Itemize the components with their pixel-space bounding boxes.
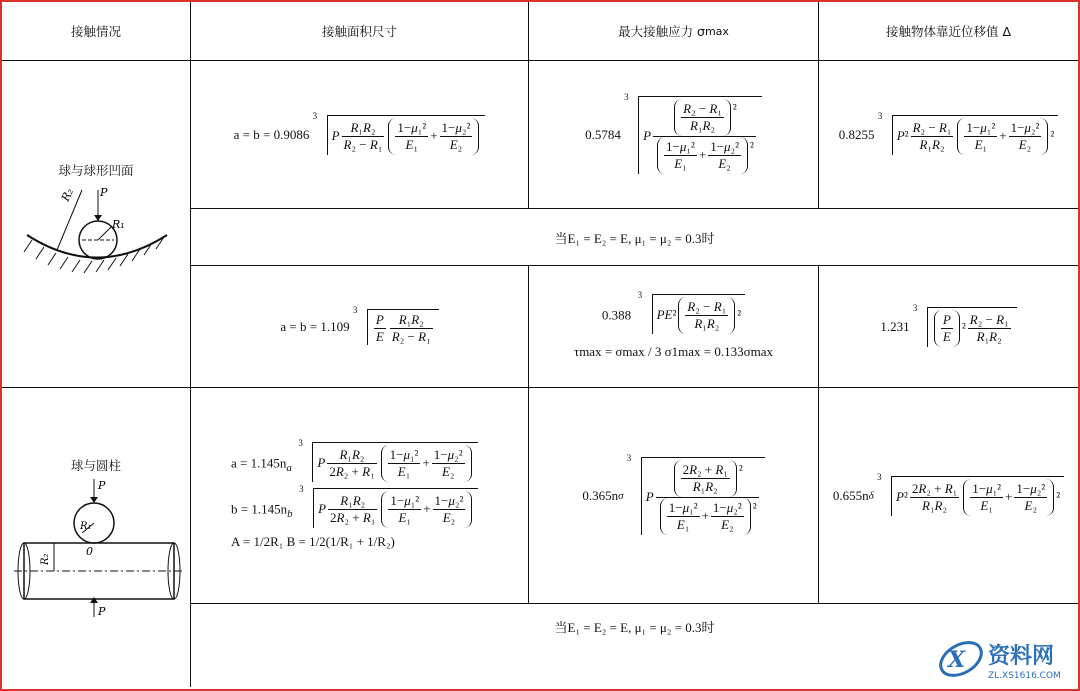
svg-text:X: X bbox=[948, 647, 966, 673]
row1-area-coef: a = b = 0.9086 bbox=[233, 126, 310, 142]
header-max-stress-sub: max bbox=[704, 24, 729, 38]
p-bottom-label: P bbox=[98, 605, 106, 618]
row1-area-formula: a = b = 0.9086 3 P $\frac{\text{R₁R₂}}{\text{R₂ − R₁}}$ $\frac{\text{1−μ₁²}}{\text{E₁}}$ + $\frac{\text{1−μ₂²}}{\text{E₂}}$ bbox=[191, 61, 528, 208]
row1-area-simple: a = b = 1.109 3 $\frac{P}{E}$ $\frac{\text{R₁R₂}}{\text{R₂ − R₁}}$ bbox=[191, 266, 528, 387]
row1-stress-simple-coef: 0.388 bbox=[601, 307, 632, 322]
row2-disp-formula: 0.655n δ 3 P ² $\frac{\text{2R₂ + R₁}}{\text{R₁R₂}}$ $\frac{\text{1−μ₁²}}{\text{E₁}}$ + $\frac{\text{1−μ₂²}}{\text{E₂}}$ ² bbox=[819, 388, 1078, 603]
header-max-stress bbox=[529, 2, 818, 60]
p-top-label: P bbox=[98, 479, 106, 492]
row2-label: 球与圆柱 bbox=[70, 458, 121, 473]
row2-condition: 当E₁ = E₂ = E, μ₁ = μ₂ = 0.3时 bbox=[554, 619, 715, 635]
header-max-stress-label: 最大接触应力 σ bbox=[618, 24, 705, 39]
watermark bbox=[936, 629, 1076, 689]
row1-disp-simple-coef: 1.231 bbox=[880, 318, 910, 334]
row1-disp-formula: 0.8255 3 P ² $\frac{\text{R₂ − R₁}}{\text{R₁R₂}}$ $\frac{\text{1−μ₁²}}{\text{E₁}}$ + $\frac{\text{1−μ₂²}}{\text{E₂}}$ ² bbox=[819, 61, 1078, 208]
row2-area-AB: A = 1/2R₁ B = 1/2(1/R₁ + 1/R₂) bbox=[231, 533, 395, 549]
row1-stress-formula: 0.5784 3 P $\frac{\text{R₂ − R₁}}{\text{R₁R₂}}$ ² $\frac{\text{1−μ₁²}}{\text{E₁}}$ + $\frac{\text{1−μ₂²}}{\text{E₂}}$ ² bbox=[529, 61, 818, 208]
row1-stress-note: τmax = σmax / 3 σ1max = 0.133σmax bbox=[573, 343, 774, 359]
watermark-text: 资料网 bbox=[988, 644, 1055, 669]
row1-disp-simple: 1.231 3 $\frac{P}{E}$ ² $\frac{\text{R₂ − R₁}}{\text{R₁R₂}}$ bbox=[819, 266, 1078, 387]
sphere-in-concave-diagram bbox=[22, 180, 172, 280]
row1-label: 球与球形凹面 bbox=[58, 163, 134, 178]
r2-cyl-label: R₂ bbox=[40, 553, 51, 565]
row2-area-a: a = 1.145n bbox=[231, 455, 287, 470]
row1-condition: 当E₁ = E₂ = E, μ₁ = μ₂ = 0.3时 bbox=[554, 230, 715, 246]
row1-area-simple-coef: a = b = 1.109 bbox=[280, 318, 350, 334]
p-label: P bbox=[100, 186, 108, 199]
watermark-logo-icon bbox=[936, 631, 986, 687]
row2-disp-coef: 0.655n bbox=[832, 487, 869, 503]
header-displacement: 接触物体靠近位移值 Δ bbox=[885, 24, 1012, 39]
header-contact-case: 接触情况 bbox=[70, 24, 121, 39]
row2-area-b: b = 1.145n bbox=[231, 501, 288, 516]
origin-label: 0 bbox=[86, 545, 93, 558]
row2-area-formulas: $a = 1.145n_a$ 3 P $\frac{\text{R₁R₂}}{\text{2R₂ + R₁}}$ $\frac{\text{1−μ₁²}}{\text{E₁}}$ + $\frac{\text{1−μ₂²}}{\text{E₂}}$ $b = 1.145n_b$ 3 P $\frac{\text{R₁R₂}}{\text{2R₂ + R₁}}$ $\frac{\text{1−μ₁²}}{\text{E₁}}$ + $\frac{\text{1−μ₂²}}{\text{E₂}}$ A = 1/2R₁ B = 1/2(1/R₁ + 1/R₂) bbox=[191, 388, 528, 603]
r1-cyl-label: R₁ bbox=[80, 521, 92, 532]
watermark-url: ZL.XS1616.COM bbox=[988, 671, 1061, 681]
row2-stress-coef: 0.365n bbox=[582, 487, 619, 503]
row1-stress-simple: 0.388 3 PE ² $\frac{\text{R₂ − R₁}}{\text{R₁R₂}}$ ² τmax = σmax / 3 σ1max = 0.133σmax bbox=[573, 289, 774, 359]
sphere-on-cylinder-diagram bbox=[14, 475, 182, 620]
r2-label: R₂ bbox=[58, 186, 77, 204]
row1-stress-coef: 0.5784 bbox=[585, 126, 621, 142]
row1-disp-coef: 0.8255 bbox=[838, 126, 875, 142]
r1-label: R₁ bbox=[112, 218, 125, 231]
row2-stress-formula: 0.365n σ 3 P $\frac{\text{2R₂ + R₁}}{\text{R₁R₂}}$ ² $\frac{\text{1−μ₁²}}{\text{E₁}}$ + $\frac{\text{1−μ₂²}}{\text{E₂}}$ ² bbox=[529, 388, 818, 603]
header-contact-area: 接触面积尺寸 bbox=[321, 24, 397, 39]
